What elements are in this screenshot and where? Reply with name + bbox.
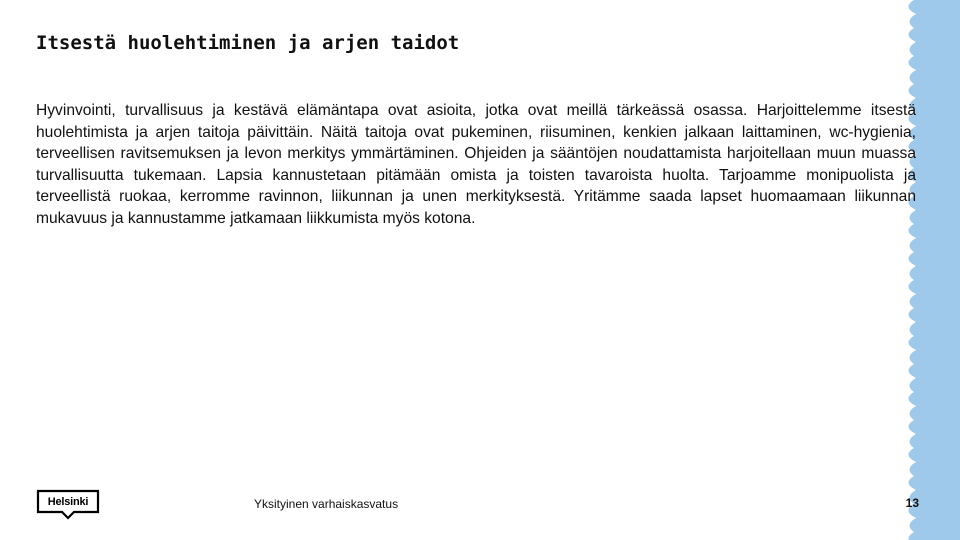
slide-title: Itsestä huolehtiminen ja arjen taidot xyxy=(36,32,460,54)
footer-text: Yksityinen varhaiskasvatus xyxy=(254,497,399,511)
wave-decoration xyxy=(850,0,960,540)
helsinki-logo xyxy=(36,489,100,521)
logo-wordmark: Helsinki xyxy=(47,496,89,508)
slide-body-text: Hyvinvointi, turvallisuus ja kestävä elämäntapa ovat asioita, jotka ovat meillä tärkeässä osassa. Harjoittelemme itsestä huolehtimista ja arjen taitoja päivittäin. Näitä taitoja ovat pukeminen, riisuminen, kenkien jalkaan laittaminen, wc-hygienia, terveellisen ravitsemuksen ja levon merkitys ymmärtäminen. Ohjeiden ja sääntöjen noudattamista harjoitellaan muun muassa turvallisuutta tukemaan. Lapsia kannustetaan pitämään omista ja toisten tavaroista huolta. Tarjoamme monipuolista ja terveellistä ruokaa, kerromme ravinnon, liikunnan ja unen merkityksestä. Yritämme saada lapset huomaamaan liikunnan mukavuus ja kannustamme jatkamaan liikkumista myös kotona. xyxy=(36,102,916,227)
page-number: 13 xyxy=(905,496,919,510)
